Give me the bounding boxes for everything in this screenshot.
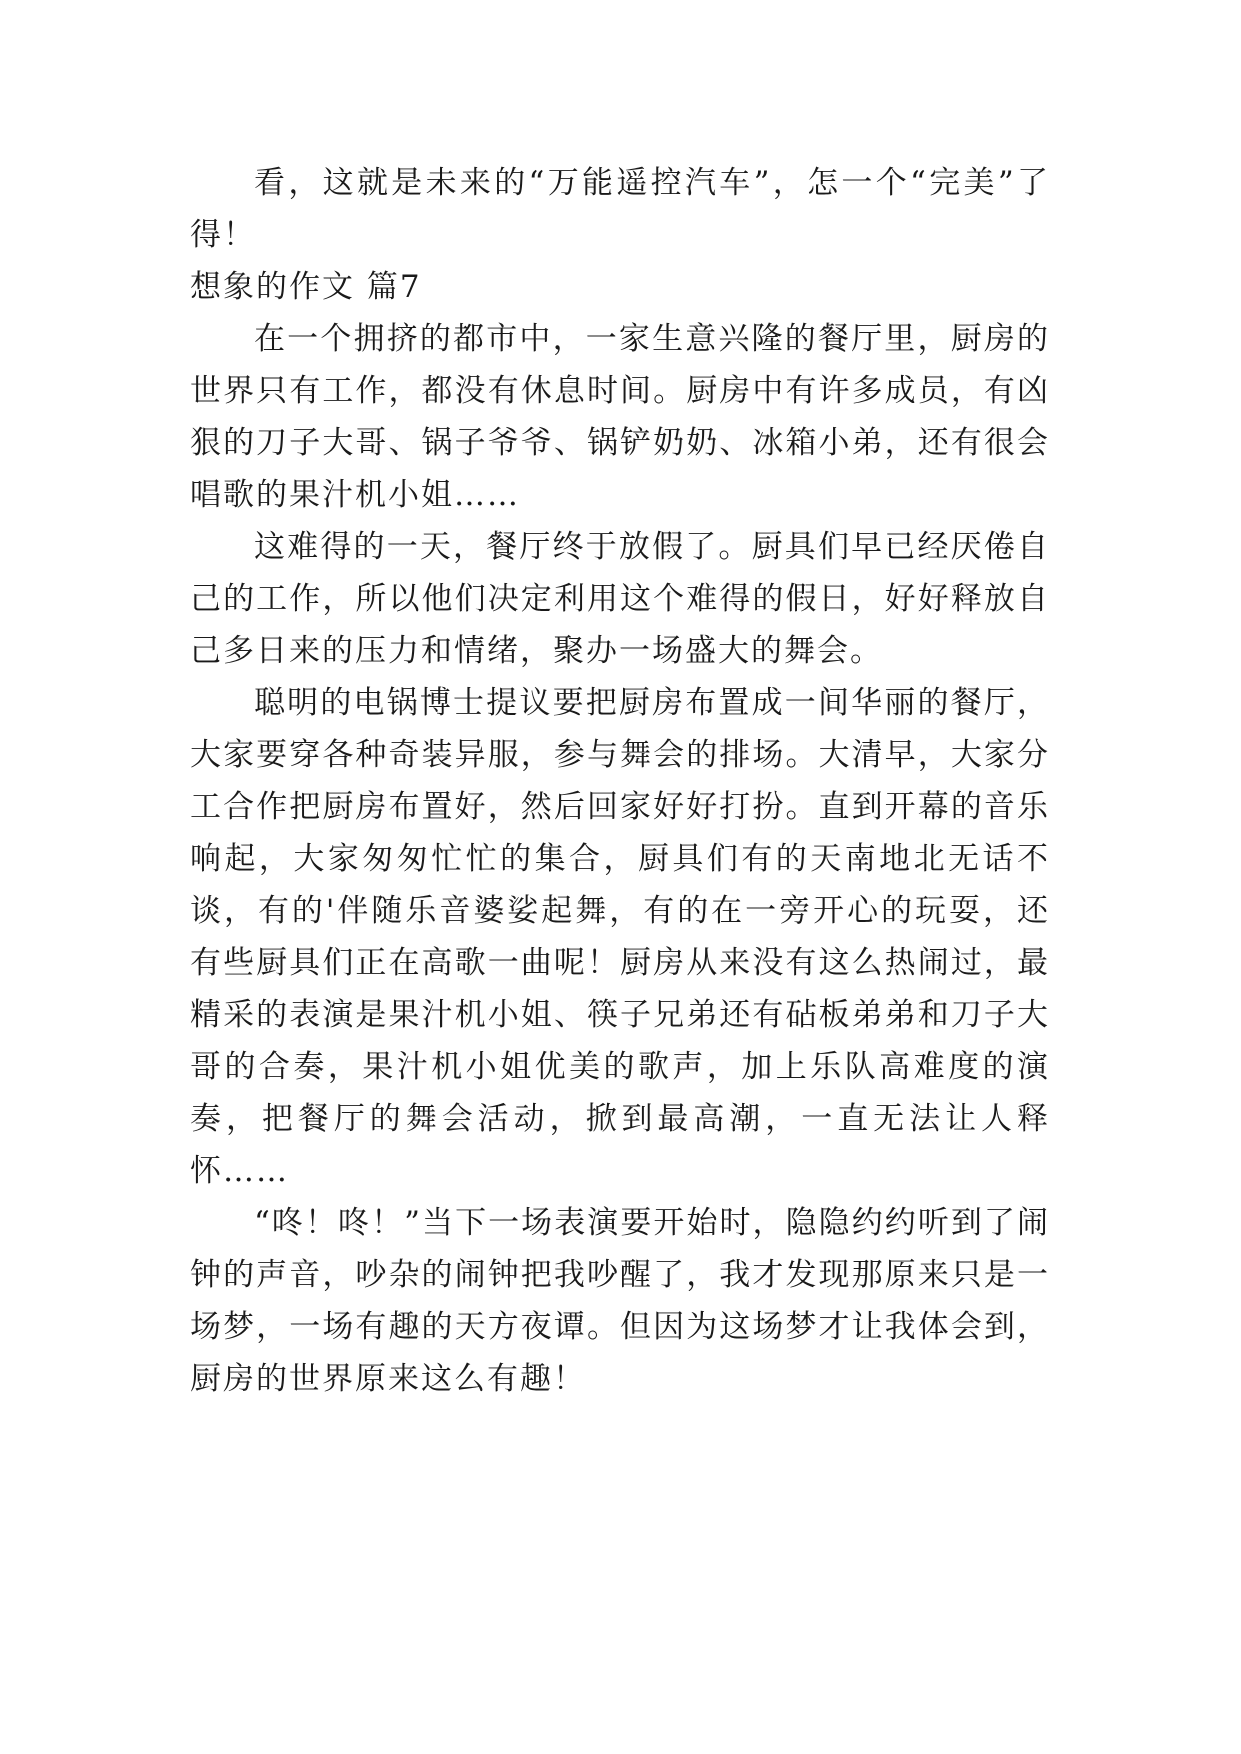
- document-body: [190, 157, 1050, 1405]
- paragraph-1: 看，这就是未来的“万能遥控汽车”，怎一个“完美”了得！: [190, 165, 1050, 253]
- paragraph-5: “咚！咚！”当下一场表演要开始时，隐隐约约听到了闹钟的声音，吵杂的闹钟把我吵醒了，我才发现那原来只是一场梦，一场有趣的天方夜谭。但因为这场梦才让我体会到，厨房的世界原来这么有趣！: [190, 1205, 1050, 1397]
- paragraph-4: 聪明的电锅博士提议要把厨房布置成一间华丽的餐厅，大家要穿各种奇装异服，参与舞会的排场。大清早，大家分工合作把厨房布置好，然后回家好好打扮。直到开幕的音乐响起，大家匆匆忙忙的集合，厨具们有的天南地北无话不谈，有的'伴随乐音婆娑起舞，有的在一旁开心的玩耍，还有些厨具们正在高歌一曲呢！厨房从来没有这么热闹过，最精采的表演是果汁机小姐、筷子兄弟还有砧板弟弟和刀子大哥的合奏，果汁机小姐优美的歌声，加上乐队高难度的演奏，把餐厅的舞会活动，掀到最高潮，一直无法让人释怀……: [190, 685, 1050, 1189]
- paragraph-3: 这难得的一天，餐厅终于放假了。厨具们早已经厌倦自己的工作，所以他们决定利用这个难得的假日，好好释放自己多日来的压力和情绪，聚办一场盛大的舞会。: [190, 529, 1050, 669]
- paragraph-2: 在一个拥挤的都市中，一家生意兴隆的餐厅里，厨房的世界只有工作，都没有休息时间。厨房中有许多成员，有凶狠的刀子大哥、锅子爷爷、锅铲奶奶、冰箱小弟，还有很会唱歌的果汁机小姐……: [190, 321, 1050, 513]
- section-heading: 想象的作文 篇7: [190, 269, 422, 305]
